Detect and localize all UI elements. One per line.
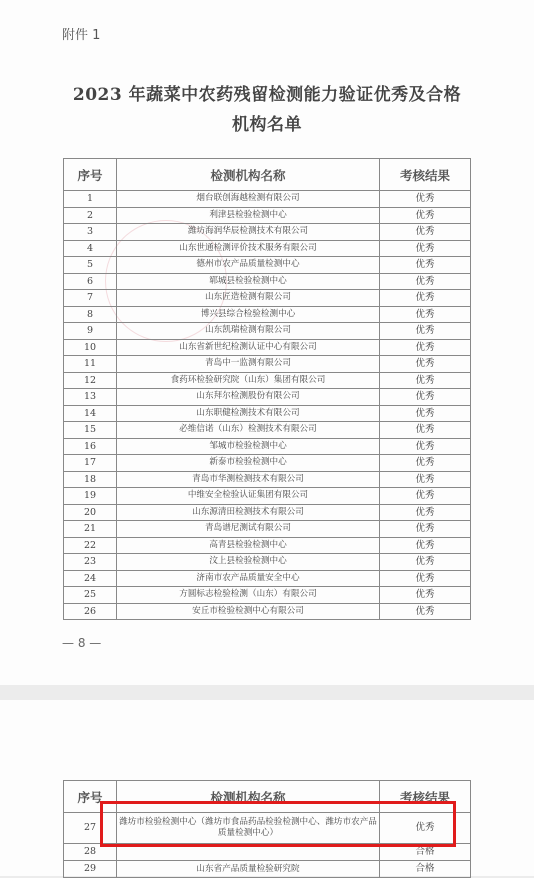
table-row (64, 537, 471, 554)
cell-result: 优秀 (380, 372, 471, 389)
page-number: — 8 — (62, 636, 102, 650)
cell-seq: 15 (64, 422, 117, 439)
cell-name: 青岛中一监测有限公司 (117, 356, 380, 373)
cell-result: 优秀 (380, 455, 471, 472)
cell-name: 山东省产品质量检验研究院 (117, 861, 380, 878)
table-row (64, 257, 471, 274)
cell-seq: 5 (64, 257, 117, 274)
table-row (64, 504, 471, 521)
table-row (64, 306, 471, 323)
table-row (64, 521, 471, 538)
cell-seq: 19 (64, 488, 117, 505)
cell-result: 优秀 (380, 405, 471, 422)
table-row (64, 273, 471, 290)
table-header-row (64, 159, 471, 191)
cell-seq: 25 (64, 587, 117, 604)
cell-name: 食药环检验研究院（山东）集团有限公司 (117, 372, 380, 389)
cell-name: 潍坊市检验检测中心（潍坊市食品药品检验检测中心、潍坊市农产品质量检测中心） (117, 813, 380, 844)
cell-seq: 9 (64, 323, 117, 340)
red-highlight-box (100, 801, 456, 847)
cell-name: 必维信诺（山东）检测技术有限公司 (117, 422, 380, 439)
cell-name: 山东凯瑞检测有限公司 (117, 323, 380, 340)
header-result: 考核结果 (380, 159, 471, 191)
cell-result: 优秀 (380, 306, 471, 323)
table-row (64, 422, 471, 439)
cell-seq: 11 (64, 356, 117, 373)
cell-result: 优秀 (380, 323, 471, 340)
table-row (64, 488, 471, 505)
table-row (64, 191, 471, 208)
table-row (64, 224, 471, 241)
document-title-line-2: 机构名单 (232, 115, 302, 135)
cell-seq: 1 (64, 191, 117, 208)
cell-seq: 21 (64, 521, 117, 538)
cell-result: 合格 (380, 844, 471, 861)
cell-result: 优秀 (380, 290, 471, 307)
cell-name: 高青县检验检测中心 (117, 537, 380, 554)
table-row (64, 603, 471, 620)
header-seq: 序号 (64, 159, 117, 191)
cell-seq: 3 (64, 224, 117, 241)
results-table-page-1 (63, 158, 471, 620)
header-name: 检测机构名称 (117, 159, 380, 191)
table-row (64, 438, 471, 455)
cell-result: 优秀 (380, 587, 471, 604)
cell-seq: 10 (64, 339, 117, 356)
cell-name: 利津县检验检测中心 (117, 207, 380, 224)
cell-result: 优秀 (380, 537, 471, 554)
cell-name: 烟台联创海越检测有限公司 (117, 191, 380, 208)
document-title-line-1: 2023 年蔬菜中农药残留检测能力验证优秀及合格 (72, 85, 462, 105)
cell-name: 济南市农产品质量安全中心 (117, 570, 380, 587)
cell-seq: 29 (64, 861, 117, 878)
cell-name: 方圆标志检验检测（山东）有限公司 (117, 587, 380, 604)
cell-result: 优秀 (380, 191, 471, 208)
cell-name: 新泰市检验检测中心 (117, 455, 380, 472)
cell-name: 汶上县检验检测中心 (117, 554, 380, 571)
cell-result: 优秀 (380, 603, 471, 620)
cell-result: 优秀 (380, 339, 471, 356)
cell-result: 优秀 (380, 224, 471, 241)
table-row (64, 389, 471, 406)
cell-seq: 28 (64, 844, 117, 861)
cell-result: 优秀 (380, 356, 471, 373)
cell-seq: 7 (64, 290, 117, 307)
table-row (64, 861, 471, 878)
cell-result: 优秀 (380, 438, 471, 455)
table-row (64, 372, 471, 389)
cell-name: 山东世通检测评价技术服务有限公司 (117, 240, 380, 257)
cell-seq: 2 (64, 207, 117, 224)
cell-result: 优秀 (380, 813, 471, 844)
cell-seq: 18 (64, 471, 117, 488)
cell-seq: 16 (64, 438, 117, 455)
cell-result: 优秀 (380, 570, 471, 587)
cell-result: 优秀 (380, 207, 471, 224)
table-row (64, 405, 471, 422)
cell-name: 山东源清田检测技术有限公司 (117, 504, 380, 521)
table-row (64, 240, 471, 257)
table-row (64, 554, 471, 571)
cell-name: 潍坊海润华辰检测技术有限公司 (117, 224, 380, 241)
cell-seq: 12 (64, 372, 117, 389)
cell-name: 山东职健检测技术有限公司 (117, 405, 380, 422)
cell-name: 青岛市华测检测技术有限公司 (117, 471, 380, 488)
header-result: 考核结果 (380, 781, 471, 813)
cell-seq: 23 (64, 554, 117, 571)
attachment-label: 附件 1 (62, 28, 101, 43)
table-row (64, 570, 471, 587)
table-row (64, 471, 471, 488)
cell-name: 安丘市检验检测中心有限公司 (117, 603, 380, 620)
table-row (64, 323, 471, 340)
cell-name: 郓城县检验检测中心 (117, 273, 380, 290)
cell-result: 优秀 (380, 257, 471, 274)
cell-name: 德州市农产品质量检测中心 (117, 257, 380, 274)
cell-name: 中维安全检验认证集团有限公司 (117, 488, 380, 505)
cell-result: 优秀 (380, 422, 471, 439)
cell-result: 优秀 (380, 521, 471, 538)
cell-seq: 17 (64, 455, 117, 472)
cell-result: 合格 (380, 861, 471, 878)
cell-seq: 4 (64, 240, 117, 257)
cell-result: 优秀 (380, 488, 471, 505)
table-row (64, 455, 471, 472)
table-row (64, 207, 471, 224)
cell-result: 优秀 (380, 554, 471, 571)
cell-seq: 22 (64, 537, 117, 554)
cell-result: 优秀 (380, 240, 471, 257)
table-row (64, 587, 471, 604)
cell-seq: 26 (64, 603, 117, 620)
header-seq: 序号 (64, 781, 117, 813)
header-name: 检测机构名称 (117, 781, 380, 813)
cell-seq: 27 (64, 813, 117, 844)
table-row (64, 290, 471, 307)
cell-name: 山东匠造检测有限公司 (117, 290, 380, 307)
table-row (64, 356, 471, 373)
cell-seq: 24 (64, 570, 117, 587)
table-row (64, 339, 471, 356)
cell-result: 优秀 (380, 389, 471, 406)
cell-result: 优秀 (380, 273, 471, 290)
cell-seq: 8 (64, 306, 117, 323)
cell-result: 优秀 (380, 471, 471, 488)
cell-result: 优秀 (380, 504, 471, 521)
cell-seq: 13 (64, 389, 117, 406)
cell-name: 邹城市检验检测中心 (117, 438, 380, 455)
cell-seq: 20 (64, 504, 117, 521)
cell-name: 山东拜尔检测股份有限公司 (117, 389, 380, 406)
cell-name: 博兴县综合检验检测中心 (117, 306, 380, 323)
cell-name: 山东省新世纪检测认证中心有限公司 (117, 339, 380, 356)
cell-name: 青岛谱尼测试有限公司 (117, 521, 380, 538)
cell-seq: 14 (64, 405, 117, 422)
cell-seq: 6 (64, 273, 117, 290)
